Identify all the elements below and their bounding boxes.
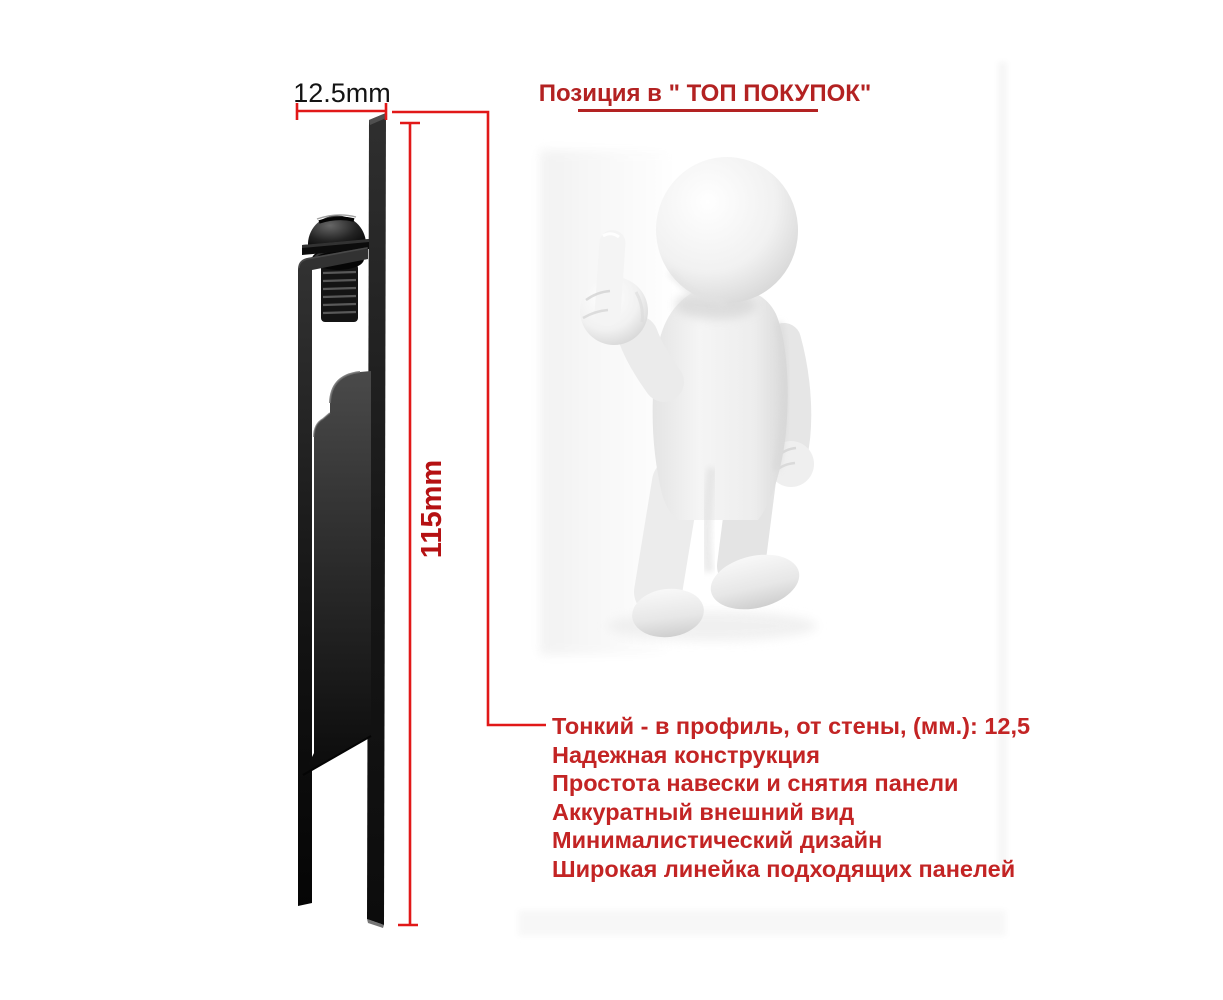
feature-item: Широкая линейка подходящих панелей bbox=[552, 855, 1016, 882]
width-dimension-label: 12.5mm bbox=[293, 78, 391, 108]
feature-list bbox=[552, 712, 1032, 884]
feature-item: Тонкий - в профиль, от стены, (мм.): 12,5 bbox=[552, 713, 1031, 739]
title-underline bbox=[578, 109, 818, 112]
top-purchases-title: Позиция в " ТОП ПОКУПОК" bbox=[538, 80, 872, 107]
feature-item: Простота навески и снятия панели bbox=[552, 770, 959, 797]
height-dimension-label: 115mm bbox=[416, 459, 448, 559]
feature-item: Минималистический дизайн bbox=[552, 827, 883, 854]
bracket-profile-illustration bbox=[298, 113, 386, 928]
feature-item: Аккуратный внешний вид bbox=[552, 798, 855, 825]
feature-item: Надежная конструкция bbox=[552, 741, 820, 768]
